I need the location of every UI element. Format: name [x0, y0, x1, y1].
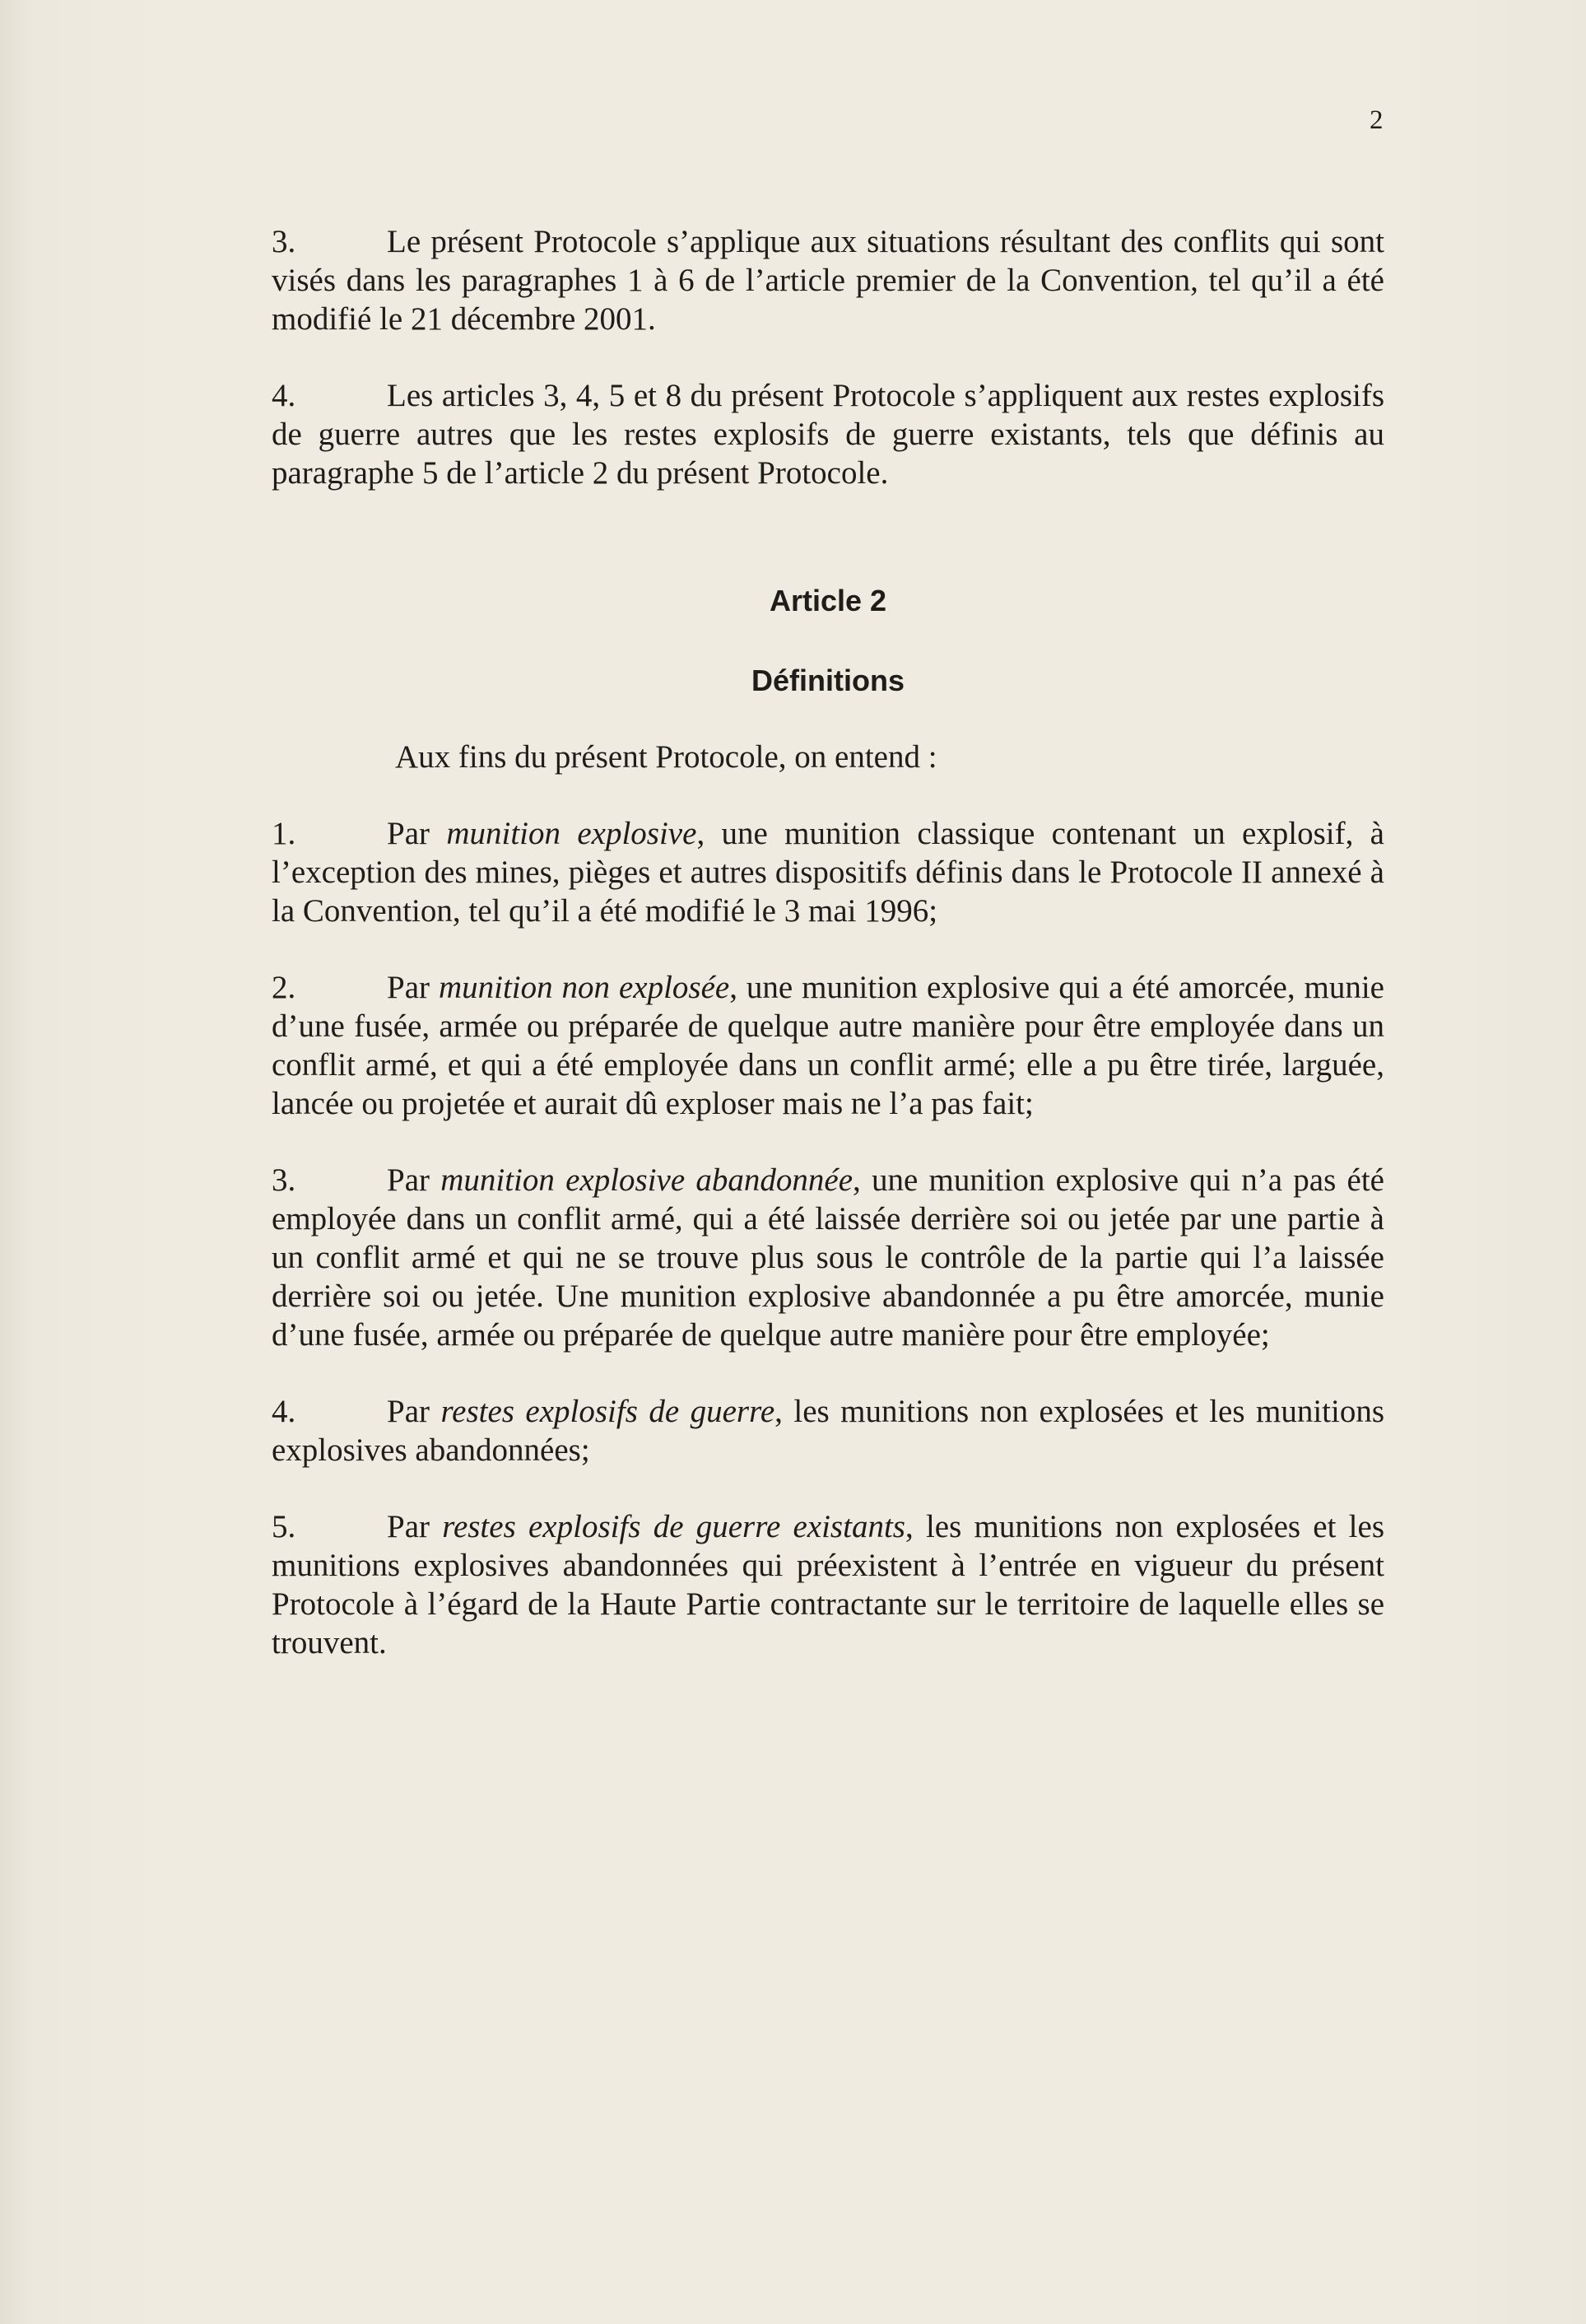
- definition-number: 4.: [272, 1394, 296, 1429]
- article-title: Définitions: [751, 664, 905, 697]
- definition-lead: Par: [387, 970, 439, 1005]
- definition-1: [272, 814, 1384, 930]
- article-intro: Aux fins du présent Protocole, on entend :: [395, 739, 937, 775]
- article-heading: Article 2: [769, 584, 887, 617]
- definition-4: [272, 1392, 1384, 1469]
- definition-lead: Par: [387, 1394, 441, 1429]
- definition-text: , les munitions non explosées et les munitions explosives abandonnées qui préexistent à l’entrée en vigueur du présent Protocole à l’égard de la Haute Partie contractante sur le territoire de laquelle elles se trouvent.: [272, 1509, 1384, 1660]
- document-body: [272, 222, 1384, 1700]
- definition-number: 1.: [272, 816, 296, 851]
- definition-text: , une munition explosive qui n’a pas été employée dans un conflit armé, qui a été laissée derrière soi ou jetée par une partie à un conflit armé et qui ne se trouve plus sous le contrôle de la partie qui l’a laissée derrière soi ou jetée. Une munition explosive abandonnée a pu être amorcée, munie d’une fusée, armée ou préparée de quelque autre manière pour être employée;: [272, 1162, 1384, 1353]
- definition-number: 2.: [272, 970, 296, 1005]
- definition-lead: Par: [387, 816, 447, 851]
- definition-text: , une munition classique contenant un explosif, à l’exception des mines, pièges et autres dispositifs définis dans le Protocole II annexé à la Convention, tel qu’il a été modifié le 3 mai 1996;: [272, 816, 1384, 929]
- definition-text: , une munition explosive qui a été amorcée, munie d’une fusée, armée ou préparée de quelque autre manière pour être employée dans un conflit armé, et qui a été employée dans un conflit armé; elle a pu être tirée, larguée, lancée ou projetée et aurait dû exploser mais ne l’a pas fait;: [272, 970, 1384, 1121]
- definition-2: [272, 968, 1384, 1123]
- definition-lead: Par: [387, 1509, 443, 1544]
- paragraph-text: Les articles 3, 4, 5 et 8 du présent Protocole s’appliquent aux restes explosifs de guerre autres que les restes explosifs de guerre existants, tels que définis au paragraphe 5 de l’article 2 du présent Protocole.: [272, 378, 1384, 491]
- defined-term: restes explosifs de guerre existants: [442, 1509, 905, 1544]
- paragraph-number: 4.: [272, 378, 296, 413]
- definition-5: [272, 1507, 1384, 1662]
- definition-text: , les munitions non explosées et les munitions explosives abandonnées;: [272, 1394, 1384, 1468]
- defined-term: munition explosive abandonnée: [440, 1162, 853, 1198]
- paragraph-text: Le présent Protocole s’applique aux situations résultant des conflits qui sont visés dans les paragraphes 1 à 6 de l’article premier de la Convention, tel qu’il a été modifié le 21 décembre 2001.: [272, 224, 1384, 337]
- definition-lead: Par: [387, 1162, 441, 1198]
- paragraph-3: [272, 222, 1384, 338]
- defined-term: restes explosifs de guerre: [440, 1394, 775, 1429]
- page-number: 2: [1370, 105, 1384, 135]
- definition-number: 5.: [272, 1509, 296, 1544]
- defined-term: munition non explosée: [438, 970, 730, 1005]
- defined-term: munition explosive: [446, 816, 697, 851]
- paragraph-number: 3.: [272, 224, 296, 259]
- paragraph-4: [272, 376, 1384, 492]
- definition-number: 3.: [272, 1162, 296, 1198]
- definition-3: [272, 1161, 1384, 1354]
